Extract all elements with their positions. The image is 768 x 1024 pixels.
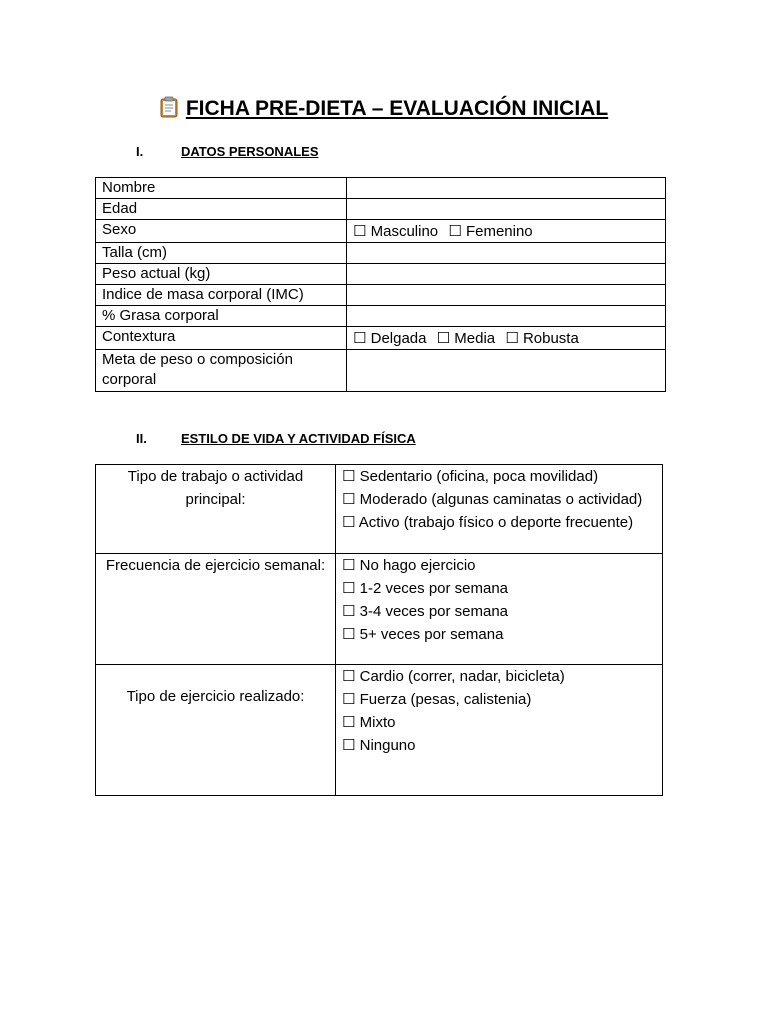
checkbox-option[interactable]: ☐ Masculino [353,223,439,240]
table-row [96,554,663,665]
table-row [96,178,666,199]
row-label: Nombre [96,178,347,199]
row-value-field[interactable] [347,285,666,306]
table-row [96,306,666,327]
checkbox-option[interactable]: ☐ 3-4 veces por semana [342,603,509,620]
row-label: % Grasa corporal [96,306,347,327]
table-row [96,665,663,796]
checkbox-option[interactable]: ☐ Media [436,330,496,347]
lifestyle-table [95,464,663,796]
table-row [96,243,666,264]
table-row [96,327,666,350]
clipboard-icon [160,96,178,124]
checkbox-option[interactable]: ☐ Cardio (correr, nadar, bicicleta) [342,668,565,685]
table-row [96,264,666,285]
table-row [96,350,666,392]
section-2-number: II. [136,431,147,446]
checkbox-option[interactable]: ☐ Ninguno [342,737,416,754]
table-row [96,465,663,554]
title-text: FICHA PRE-DIETA – EVALUACIÓN INICIAL [185,97,609,120]
checkbox-option[interactable]: ☐ No hago ejercicio [342,557,476,574]
checkbox-option[interactable]: ☐ Moderado (algunas caminatas o actividad) [342,491,643,508]
row-value-field[interactable] [347,306,666,327]
row-label: Frecuencia de ejercicio semanal: [96,554,336,665]
row-value-field[interactable] [347,264,666,285]
section-2-title: ESTILO DE VIDA Y ACTIVIDAD FÍSICA [181,431,416,446]
personal-data-table [95,177,666,392]
row-value-field[interactable] [347,350,666,392]
checkbox-option[interactable]: ☐ Femenino [448,223,533,240]
checkbox-option[interactable]: ☐ Activo (trabajo físico o deporte frecuente) [342,514,634,531]
row-label: Talla (cm) [96,243,347,264]
row-value-field[interactable] [347,178,666,199]
checkbox-option[interactable]: ☐ 1-2 veces por semana [342,580,509,597]
row-label: Indice de masa corporal (IMC) [96,285,347,306]
table-row [96,220,666,243]
checkbox-option[interactable]: ☐ Robusta [505,330,579,347]
checkbox-option[interactable]: ☐ Sedentario (oficina, poca movilidad) [342,468,599,485]
row-label: Contextura [96,327,347,350]
section-1-number: I. [136,144,144,159]
row-label: Tipo de ejercicio realizado: [96,665,336,796]
section-1-title: DATOS PERSONALES [181,144,319,159]
row-options [347,327,666,350]
row-label: Sexo [96,220,347,243]
row-label: Meta de peso o composición corporal [96,350,347,392]
row-label: Edad [96,199,347,220]
page-title [0,96,768,124]
row-label: Peso actual (kg) [96,264,347,285]
checkbox-option[interactable]: ☐ Delgada [353,330,427,347]
checkbox-option[interactable]: ☐ Mixto [342,714,396,731]
row-value-field[interactable] [347,243,666,264]
row-options [347,220,666,243]
checkbox-option[interactable]: ☐ 5+ veces por semana [342,626,504,643]
row-options [336,465,663,554]
table-row [96,285,666,306]
checkbox-option[interactable]: ☐ Fuerza (pesas, calistenia) [342,691,532,708]
row-value-field[interactable] [347,199,666,220]
row-options [336,554,663,665]
row-label: Tipo de trabajo o actividad principal: [96,465,336,554]
table-row [96,199,666,220]
row-options [336,665,663,796]
